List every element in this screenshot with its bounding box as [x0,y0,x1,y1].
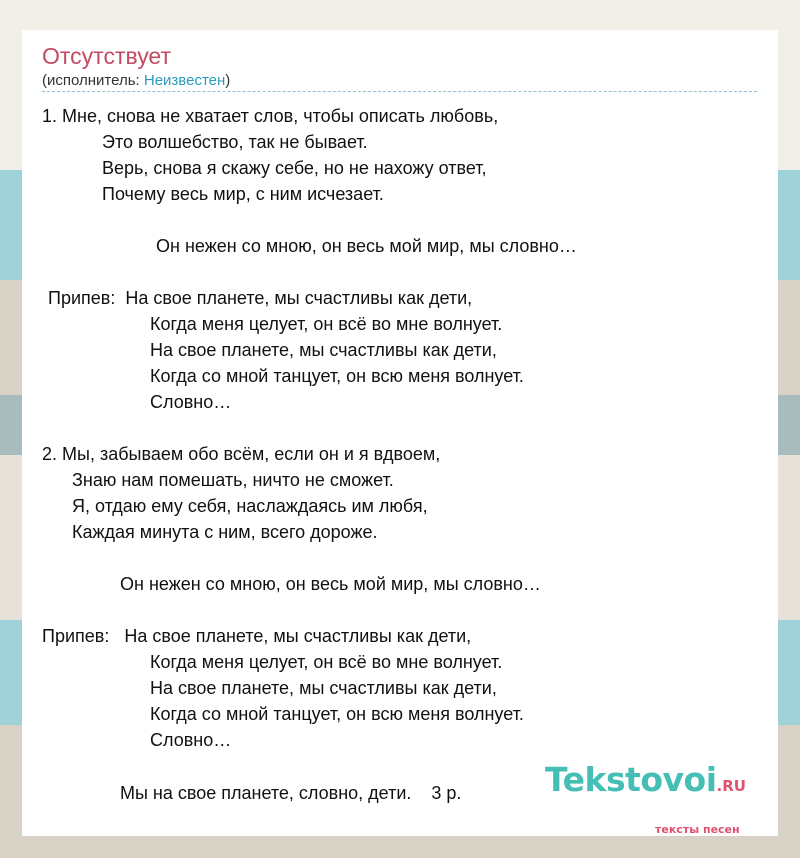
lyric-line: Припев: На свое планете, мы счастливы как дети, [42,626,472,646]
lyric-line: Он нежен со мною, он весь мой мир, мы словно… [156,236,577,256]
lyric-line: Почему весь мир, с ним исчезает. [102,184,384,204]
artist-link[interactable]: Неизвестен [143,72,226,89]
lyric-line: Верь, снова я скажу себе, но не нахожу ответ, [102,158,487,178]
logo-tld: .RU [716,777,746,795]
title-divider [42,91,757,92]
lyric-line: Знаю нам помешать, ничто не сможет. [72,470,394,490]
lyric-line: Он нежен со мною, он весь мой мир, мы словно… [120,574,541,594]
lyric-line: На свое планете, мы счастливы как дети, [150,678,497,698]
lyric-line: 1. Мне, снова не хватает слов, чтобы описать любовь, [42,106,499,126]
lyric-line: Когда со мной танцует, он всю меня волнует. [150,366,524,386]
lyric-line: На свое планете, мы счастливы как дети, [150,340,497,360]
lyric-line: 2. Мы, забываем обо всём, если он и я вдвоем, [42,444,441,464]
song-title: Отсутствует [42,43,171,69]
lyric-line: Это волшебство, так не бывает. [102,132,368,152]
logo-name: Tekstovoi [545,760,717,799]
lyric-line: Словно… [150,392,232,412]
artist-prefix: (исполнитель: [42,72,144,89]
lyric-line: Когда меня целует, он всё во мне волнует. [150,652,503,672]
artist-suffix: ) [225,72,231,89]
lyrics-card [22,30,778,836]
lyric-line: Каждая минута с ним, всего дороже. [72,522,378,542]
site-logo[interactable] [545,760,746,799]
lyric-line: Когда со мной танцует, он всю меня волнует. [150,704,524,724]
artist-line [42,72,230,89]
lyric-line: Припев: На свое планете, мы счастливы как дети, [48,288,473,308]
lyric-line: Я, отдаю ему себя, наслаждаясь им любя, [72,496,428,516]
lyric-line: Когда меня целует, он всё во мне волнует. [150,314,503,334]
lyric-line: Словно… [150,730,232,750]
lyric-line: Мы на свое планете, словно, дети. 3 р. [120,783,462,803]
logo-tagline: тексты песен [655,823,740,836]
